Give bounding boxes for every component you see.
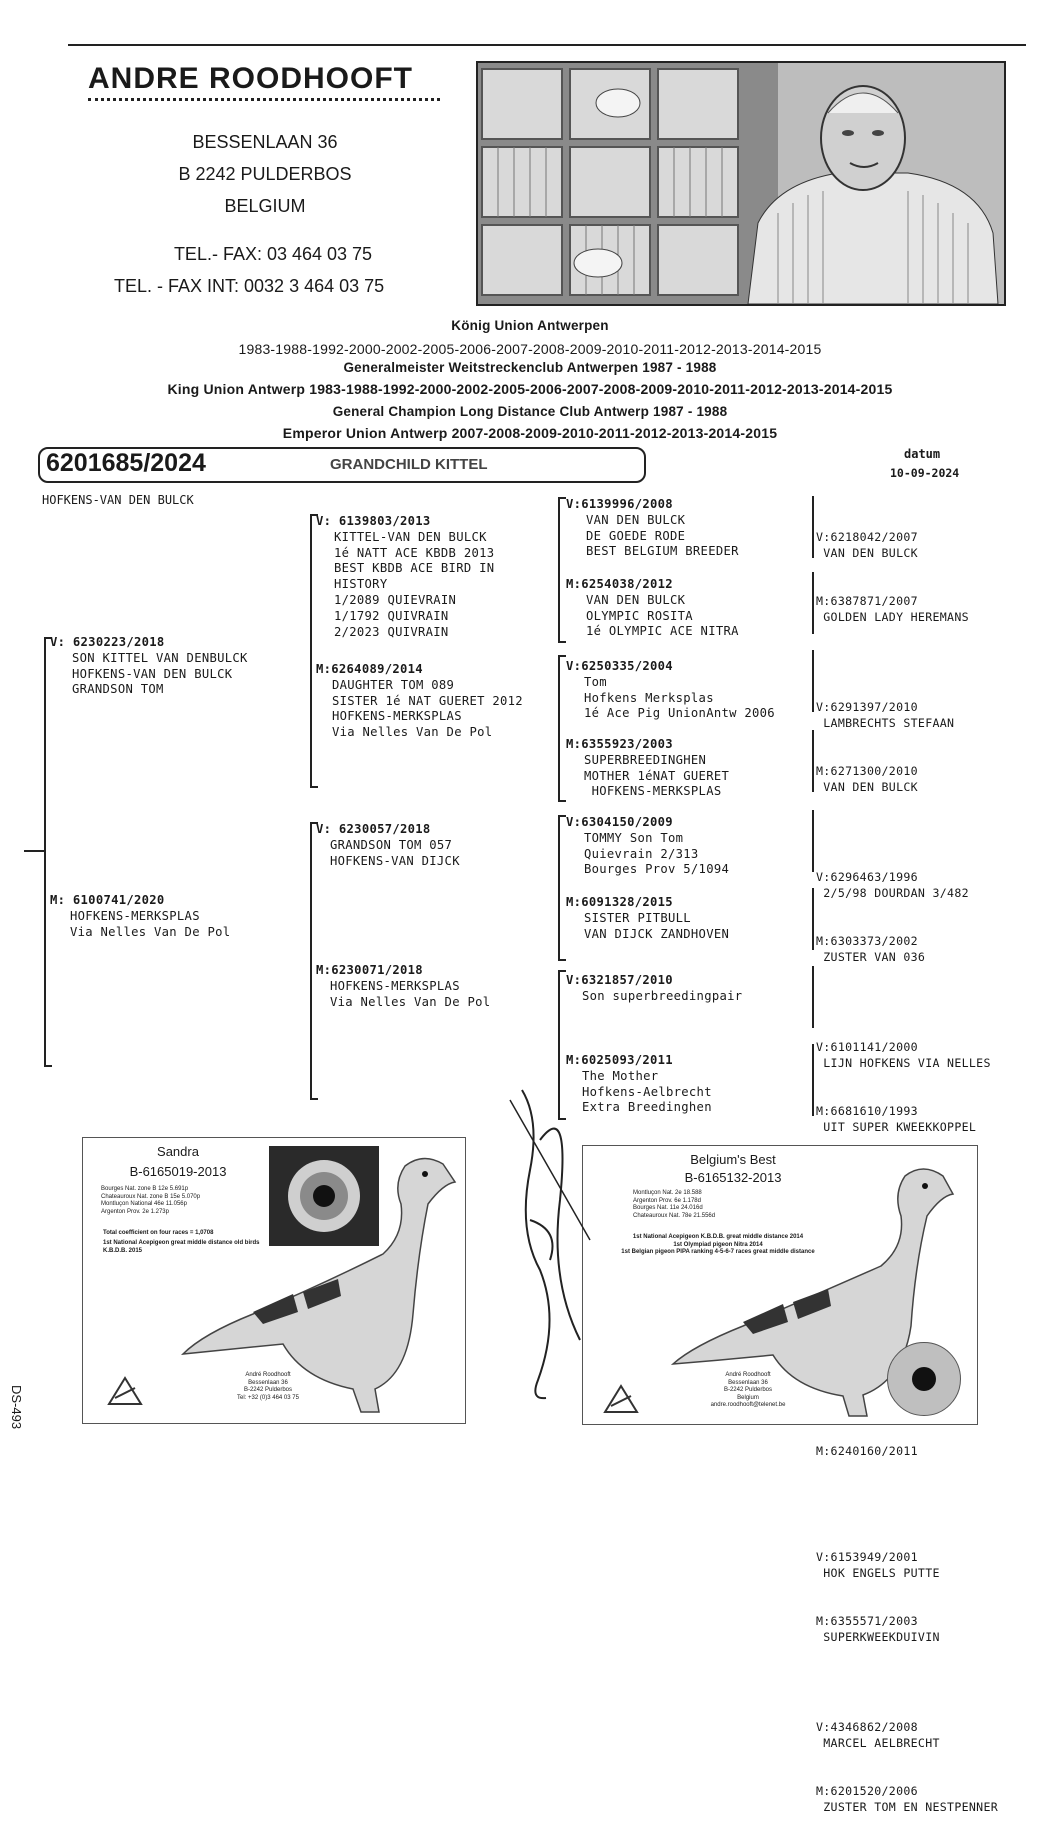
gen2-dam2-entry: M:6230071/2018 HOFKENS-MERKSPLAS Via Nelles Van De Pol — [316, 963, 491, 1009]
gen3-entry-6: M:6091328/2015 SISTER PITBULL VAN DIJCK ZANDHOVEN — [566, 895, 730, 941]
eye-image-right — [887, 1342, 961, 1416]
gen3-entry-2: M:6254038/2012 VAN DEN BULCK OLYMPIC ROSITA 1é OLYMPIC ACE NITRA — [566, 577, 739, 639]
gen1-connector — [24, 850, 44, 852]
tel-fax-int: TEL. - FAX INT: 0032 3 464 03 75 — [114, 276, 385, 296]
datum-label: datum — [904, 447, 941, 461]
ring: M:6230071/2018 — [316, 963, 423, 977]
gen3-entry-1: V:6139996/2008 VAN DEN BULCK DE GOEDE RODE BEST BELGIUM BREEDER — [566, 497, 739, 559]
card-left-name: Sandra — [157, 1144, 199, 1159]
gen1-bracket — [44, 637, 52, 1067]
document-code: DS-493 — [9, 1385, 24, 1430]
tel-fax: TEL.- FAX: 03 464 03 75 — [173, 244, 373, 264]
title-general-champion: General Champion Long Distance Club Antwerp 1987 - 1988 — [332, 404, 728, 419]
card-right-results: Montluçon Nat. 2e 18.588 Argenton Prov. 6e 1.178d Bourges Nat. 11e 24.016d Chateauroux Nat. 78e 21.556d — [633, 1190, 716, 1219]
title-konig-years: 1983-1988-1992-2000-2002-2005-2006-2007-2008-2009-2010-2011-2012-2013-2014-2015 — [238, 341, 822, 357]
pigeon-subtitle: GRANDCHILD KITTEL — [330, 456, 488, 473]
card-left-contact: André Roodhooft Bessenlaan 36 B-2242 Pulderbos Tel: +32 (0)3 464 03 75 — [237, 1372, 299, 1401]
card-right-contact: André Roodhooft Bessenlaan 36 B-2242 Pulderbos Belgium andre.roodhooft@telenet.be — [710, 1372, 786, 1408]
gen3-bracket-2 — [558, 655, 566, 802]
card-belgiums-best — [582, 1145, 978, 1425]
card-right-name: Belgium's Best — [690, 1152, 776, 1167]
signature — [500, 1080, 610, 1410]
gen3-entry-3: V:6250335/2004 Tom Hofkens Merksplas 1é Ace Pig UnionAntw 2006 — [566, 659, 775, 721]
gen3-entry-8: M:6025093/2011 The Mother Hofkens-Aelbrecht Extra Breedinghen — [566, 1053, 712, 1115]
gen3-entry-7: V:6321857/2010 Son superbreedingpair — [566, 973, 743, 1003]
gen4-column: V:6218042/2007 VAN DEN BULCK M:6387871/2007 GOLDEN LADY HEREMANS V:6291397/2010 LAMBRECHTS STEFAAN M:6271300/2010 VAN DEN BULCK V:6296463/1996 2/5/98 DOURDAN 3/482 M:6303373/2002 ZUSTER VAN 036 V:6101141/2000 LIJN HOFKENS VIA NELLES M:6681610/1993 UIT SUPER KWEEKKOPPEL M:6240160/2011 V:6153949/2001 HOK ENGELS PUTTE M:6355571/2003 SUPERKWEEKDUIVIN V:4346862/2008 MARCEL AELBRECHT M:6201520/2006 ZUSTER TOM EN NESTPENNER — [816, 530, 999, 1814]
ring: V: 6230057/2018 — [316, 822, 431, 836]
pigeon-ring-number: 6201685/2024 — [46, 449, 206, 477]
dotted-divider — [88, 98, 440, 101]
title-generalmeister: Generalmeister Weitstreckenclub Antwerpen 1987 - 1988 — [343, 360, 717, 375]
pedigree-breeder: HOFKENS-VAN DEN BULCK — [42, 493, 194, 507]
top-rule — [68, 44, 1026, 46]
datum-value: 10-09-2024 — [890, 466, 960, 480]
card-right-ring: B-6165132-2013 — [684, 1170, 782, 1185]
card-left-ring: B-6165019-2013 — [129, 1164, 227, 1179]
gen3-bracket-1 — [558, 497, 566, 643]
address-street: BESSENLAAN 36 — [192, 132, 338, 152]
gen2-dam-entry: M:6264089/2014 DAUGHTER TOM 089 SISTER 1é NAT GUERET 2012 HOFKENS-MERKSPLAS Via Nelles Van De Pol — [316, 662, 523, 740]
ring: M: 6100741/2020 — [50, 893, 165, 907]
gen2-sire-entry: V: 6139803/2013 KITTEL-VAN DEN BULCK 1é NATT ACE KBDB 2013 BEST KBDB ACE BIRD IN HISTORY 1/2089 QUIEVRAIN 1/1792 QUIVRAIN 2/2023 QUIVRAIN — [316, 514, 495, 639]
card-right-awards: 1st National Acepigeon K.B.D.B. great middle distance 2014 1st Olympiad pigeon Nitra 2014 1st Belgian pigeon PIPA ranking 4-5-6-7 races great middle distance — [621, 1234, 815, 1255]
breeder-photo — [476, 61, 1006, 306]
sire-entry: V: 6230223/2018 SON KITTEL VAN DENBULCK HOFKENS-VAN DEN BULCK GRANDSON TOM — [50, 635, 248, 697]
title-emperor: Emperor Union Antwerp 2007-2008-2009-2010-2011-2012-2013-2014-2015 — [282, 425, 778, 441]
ring: V: 6230223/2018 — [50, 635, 165, 649]
ring: M:6264089/2014 — [316, 662, 423, 676]
card-sandra — [82, 1137, 466, 1424]
gen3-bracket-3 — [558, 815, 566, 961]
card-left-coef: Total coefficient on four races = 1,0708 — [103, 1230, 214, 1236]
title-king: King Union Antwerp 1983-1988-1992-2000-2002-2005-2006-2007-2008-2009-2010-2011-2012-2013-2014-2015 — [167, 381, 893, 397]
address-city: B 2242 PULDERBOS — [178, 164, 352, 184]
gen3-entry-4: M:6355923/2003 SUPERBREEDINGHEN MOTHER 1éNAT GUERET HOFKENS-MERKSPLAS — [566, 737, 730, 799]
card-left-award: 1st National Acepigeon great middle distance old birds K.B.D.B. 2015 — [103, 1240, 260, 1254]
gen3-entry-5: V:6304150/2009 TOMMY Son Tom Quievrain 2/313 Bourges Prov 5/1094 — [566, 815, 730, 877]
breeder-name: ANDRE ROODHOOFT — [88, 62, 413, 95]
card-left-results: Bourges Nat. zone B 12e 5.691p Chateauroux Nat. zone B 15e 5.070p Montluçon National 46e 11.056p Argenton Prov. 2e 1.273p — [101, 1186, 201, 1215]
logo-icon-left — [105, 1374, 145, 1408]
dam-entry: M: 6100741/2020 HOFKENS-MERKSPLAS Via Nelles Van De Pol — [50, 893, 231, 939]
ring: V: 6139803/2013 — [316, 514, 431, 528]
gen2-sire2-entry: V: 6230057/2018 GRANDSON TOM 057 HOFKENS-VAN DIJCK — [316, 822, 460, 868]
title-konig: König Union Antwerpen — [451, 318, 609, 333]
address-country: BELGIUM — [224, 196, 306, 216]
